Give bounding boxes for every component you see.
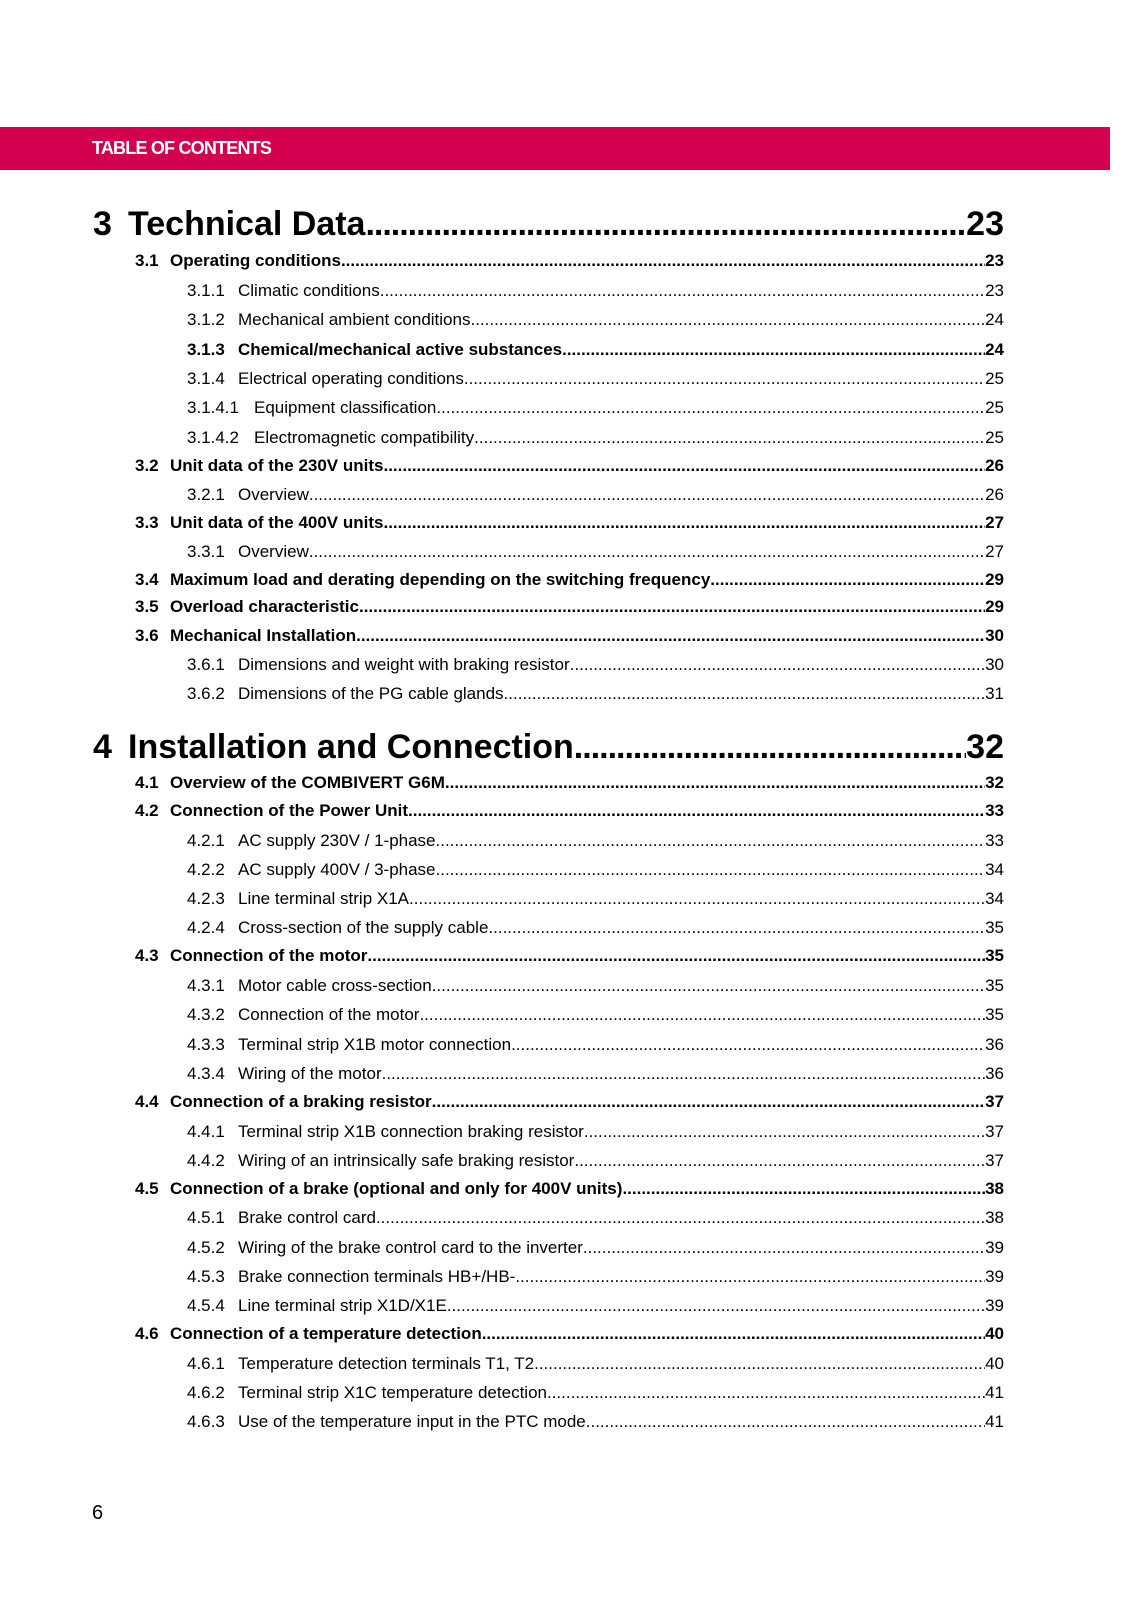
toc-entry-title: Mechanical Installation [170, 626, 357, 645]
toc-leader-dots [341, 251, 985, 271]
toc-entry-title: Dimensions of the PG cable glands [238, 684, 504, 703]
toc-entry-page: 35 [985, 918, 1004, 937]
toc-entry-page: 40 [985, 1324, 1004, 1343]
toc-entry[interactable] [187, 976, 1004, 998]
toc-entry-number: 3.3 [135, 513, 159, 532]
toc-entry[interactable] [187, 831, 1004, 853]
toc-entry-title: Installation and Connection [128, 728, 574, 766]
toc-entry[interactable] [187, 1412, 1004, 1434]
toc-entry-number: 4.6.2 [187, 1383, 225, 1402]
toc-entry-number: 3.1 [135, 251, 159, 270]
toc-entry-title: Use of the temperature input in the PTC mode [238, 1412, 586, 1431]
toc-entry-page: 37 [985, 1151, 1004, 1170]
toc-leader-dots [409, 889, 985, 909]
toc-entry-number: 4.6 [135, 1324, 159, 1343]
toc-entry-number: 4.5.2 [187, 1238, 225, 1257]
toc-leader-dots [474, 428, 985, 448]
page-number: 6 [92, 1502, 104, 1524]
toc-leader-dots [482, 1324, 985, 1344]
toc-entry-title: Mechanical ambient conditions [238, 310, 471, 329]
toc-entry-number: 4.2 [135, 801, 159, 820]
toc-leader-dots [445, 773, 985, 793]
toc-entry-page: 37 [985, 1092, 1004, 1111]
toc-entry[interactable] [187, 1122, 1004, 1144]
toc-entry[interactable] [187, 1064, 1004, 1086]
toc-entry-number: 3.2.1 [187, 485, 225, 504]
toc-entry-number: 3.6 [135, 626, 159, 645]
toc-entry-number: 3.3.1 [187, 542, 225, 561]
toc-entry-number: 3.4 [135, 570, 159, 589]
toc-leader-dots [432, 1092, 985, 1112]
toc-entry-page: 33 [985, 801, 1004, 820]
toc-entry-page: 39 [985, 1238, 1004, 1257]
toc-leader-dots [383, 456, 985, 476]
toc-entry[interactable] [135, 1092, 1004, 1114]
toc-entry-title: Connection of the motor [170, 946, 368, 965]
toc-entry-page: 29 [985, 597, 1004, 616]
toc-entry-page: 23 [966, 205, 1004, 243]
toc-entry[interactable] [93, 205, 1004, 247]
toc-leader-dots [622, 1179, 985, 1199]
toc-leader-dots [436, 860, 986, 880]
toc-entry-number: 3.1.2 [187, 310, 225, 329]
toc-entry[interactable] [187, 542, 1004, 564]
toc-entry-title: Terminal strip X1C temperature detection [238, 1383, 547, 1402]
toc-entry-number: 3.6.1 [187, 655, 225, 674]
toc-entry-number: 3.1.1 [187, 281, 225, 300]
toc-entry-page: 23 [985, 251, 1004, 270]
toc-leader-dots [383, 513, 985, 533]
toc-leader-dots [356, 626, 985, 646]
toc-entry-number: 4.4 [135, 1092, 159, 1111]
toc-entry-number: 4.2.2 [187, 860, 225, 879]
toc-leader-dots [570, 655, 985, 675]
toc-leader-dots [586, 1412, 985, 1432]
toc-entry-number: 4 [93, 728, 112, 766]
toc-entry-number: 4.3.4 [187, 1064, 225, 1083]
toc-entry-title: Cross-section of the supply cable [238, 918, 489, 937]
toc-entry-page: 41 [985, 1383, 1004, 1402]
toc-entry-title: Unit data of the 400V units [170, 513, 384, 532]
toc-leader-dots [574, 1151, 985, 1171]
toc-entry-title: Unit data of the 230V units [170, 456, 384, 475]
toc-entry-page: 36 [985, 1064, 1004, 1083]
toc-entry-page: 33 [985, 831, 1004, 850]
toc-entry-title: Technical Data [128, 205, 366, 243]
toc-entry-title: Connection of a temperature detection [170, 1324, 482, 1343]
toc-leader-dots [504, 684, 986, 704]
toc-entry[interactable] [187, 340, 1004, 362]
toc-leader-dots [562, 340, 985, 360]
toc-entry-number: 3.1.4.2 [187, 428, 239, 447]
toc-entry-number: 4.5 [135, 1179, 159, 1198]
toc-entry-page: 27 [985, 542, 1004, 561]
toc-entry-page: 30 [985, 626, 1004, 645]
toc-entry-page: 34 [985, 889, 1004, 908]
toc-entry-title: Wiring of an intrinsically safe braking resistor [238, 1151, 575, 1170]
toc-entry-page: 23 [985, 281, 1004, 300]
toc-leader-dots [436, 398, 985, 418]
toc-entry-page: 38 [985, 1208, 1004, 1227]
toc-entry-page: 25 [985, 428, 1004, 447]
toc-entry-number: 3.5 [135, 597, 159, 616]
toc-entry[interactable] [135, 456, 1004, 478]
toc-entry-number: 4.5.3 [187, 1267, 225, 1286]
toc-entry[interactable] [135, 773, 1004, 795]
toc-entry-title: Terminal strip X1B connection braking resistor [238, 1122, 584, 1141]
toc-entry[interactable] [135, 597, 1004, 619]
toc-entry[interactable] [187, 1267, 1004, 1289]
toc-leader-dots [309, 542, 985, 562]
toc-entry-title: Connection of a brake (optional and only for 400V units) [170, 1179, 623, 1198]
toc-entry[interactable] [187, 1238, 1004, 1260]
toc-leader-dots [367, 946, 985, 966]
toc-entry-title: Electrical operating conditions [238, 369, 464, 388]
toc-entry[interactable] [187, 485, 1004, 507]
toc-leader-dots [365, 205, 966, 244]
toc-entry[interactable] [135, 570, 1004, 592]
toc-entry[interactable] [187, 918, 1004, 940]
toc-entry-title: Overview [238, 485, 309, 504]
toc-entry[interactable] [187, 1035, 1004, 1057]
toc-entry-title: Line terminal strip X1D/X1E [238, 1296, 447, 1315]
toc-entry[interactable] [135, 513, 1004, 535]
toc-leader-dots [447, 1296, 985, 1316]
toc-entry-page: 30 [985, 655, 1004, 674]
toc-entry[interactable] [187, 1208, 1004, 1230]
toc-entry-title: Connection of a braking resistor [170, 1092, 432, 1111]
toc-entry-title: Overview [238, 542, 309, 561]
toc-entry-number: 3.6.2 [187, 684, 225, 703]
toc-entry-page: 31 [985, 684, 1004, 703]
toc-leader-dots [376, 1208, 985, 1228]
toc-leader-dots [470, 310, 985, 330]
toc-entry[interactable] [135, 1324, 1004, 1346]
toc-entry[interactable] [187, 428, 1004, 450]
toc-entry-page: 34 [985, 860, 1004, 879]
toc-entry-title: AC supply 400V / 3-phase [238, 860, 436, 879]
toc-entry-number: 3.1.4 [187, 369, 225, 388]
toc-leader-dots [464, 369, 985, 389]
toc-entry-number: 4.4.1 [187, 1122, 225, 1141]
toc-leader-dots [380, 281, 985, 301]
toc-entry-number: 4.3.2 [187, 1005, 225, 1024]
toc-entry-page: 41 [985, 1412, 1004, 1431]
toc-entry[interactable] [135, 1179, 1004, 1201]
toc-entry-title: Motor cable cross-section [238, 976, 432, 995]
toc-entry-page: 26 [985, 456, 1004, 475]
toc-entry-title: Line terminal strip X1A [238, 889, 410, 908]
toc-entry-page: 24 [985, 340, 1004, 359]
toc-header-label: TABLE OF CONTENTS [92, 138, 272, 158]
toc-leader-dots [488, 918, 985, 938]
toc-entry[interactable] [187, 860, 1004, 882]
toc-entry[interactable] [135, 946, 1004, 968]
toc-leader-dots [534, 1354, 985, 1374]
toc-entry-page: 26 [985, 485, 1004, 504]
toc-entry-page: 38 [985, 1179, 1004, 1198]
toc-entry-page: 25 [985, 398, 1004, 417]
toc-entry-page: 35 [985, 1005, 1004, 1024]
toc-entry-page: 39 [985, 1296, 1004, 1315]
toc-entry-number: 4.5.1 [187, 1208, 225, 1227]
toc-entry[interactable] [135, 801, 1004, 823]
toc-entry-title: Wiring of the brake control card to the inverter [238, 1238, 583, 1257]
toc-leader-dots [382, 1064, 985, 1084]
toc-entry-number: 4.4.2 [187, 1151, 225, 1170]
toc-entry-number: 3.1.4.1 [187, 398, 239, 417]
toc-entry-title: Electromagnetic compatibility [254, 428, 475, 447]
toc-leader-dots [436, 831, 986, 851]
toc-entry-page: 40 [985, 1354, 1004, 1373]
toc-leader-dots [511, 1035, 985, 1055]
toc-entry-page: 36 [985, 1035, 1004, 1054]
toc-entry-title: Maximum load and derating depending on the switching frequency [170, 570, 711, 589]
toc-leader-dots [359, 597, 985, 617]
toc-entry[interactable] [187, 1354, 1004, 1376]
toc-entry-number: 4.3 [135, 946, 159, 965]
toc-entry-title: Overload characteristic [170, 597, 359, 616]
toc-entry[interactable] [187, 369, 1004, 391]
toc-leader-dots [547, 1383, 985, 1403]
toc-entry-number: 4.2.4 [187, 918, 225, 937]
toc-entry[interactable] [187, 1296, 1004, 1318]
toc-entry-title: Dimensions and weight with braking resistor [238, 655, 570, 674]
toc-entry-page: 32 [985, 773, 1004, 792]
toc-entry-title: Connection of the Power Unit [170, 801, 408, 820]
toc-leader-dots [515, 1267, 985, 1287]
toc-entry-page: 24 [985, 310, 1004, 329]
toc-entry-title: Brake control card [238, 1208, 376, 1227]
toc-entry[interactable] [187, 1005, 1004, 1027]
toc-entry-number: 3.2 [135, 456, 159, 475]
toc-leader-dots [432, 976, 985, 996]
toc-leader-dots [583, 1238, 985, 1258]
toc-entry-number: 4.6.1 [187, 1354, 225, 1373]
toc-leader-dots [584, 1122, 985, 1142]
toc-leader-dots [574, 728, 966, 767]
toc-entry-number: 4.3.1 [187, 976, 225, 995]
toc-entry-title: Brake connection terminals HB+/HB- [238, 1267, 516, 1286]
toc-entry[interactable] [135, 251, 1004, 273]
toc-entry-page: 32 [966, 728, 1004, 766]
toc-entry[interactable] [187, 684, 1004, 706]
toc-entry-page: 39 [985, 1267, 1004, 1286]
toc-entry-title: Operating conditions [170, 251, 341, 270]
toc-entry[interactable] [187, 1151, 1004, 1173]
toc-entry-title: Overview of the COMBIVERT G6M [170, 773, 445, 792]
toc-leader-dots [710, 570, 985, 590]
toc-entry[interactable] [187, 1383, 1004, 1405]
toc-entry-title: Connection of the motor [238, 1005, 420, 1024]
toc-entry-page: 25 [985, 369, 1004, 388]
toc-entry-number: 3 [93, 205, 112, 243]
toc-entry[interactable] [93, 728, 1004, 770]
toc-entry-page: 29 [985, 570, 1004, 589]
toc-entry-title: Equipment classification [254, 398, 437, 417]
toc-leader-dots [419, 1005, 985, 1025]
toc-entry-page: 27 [985, 513, 1004, 532]
toc-entry-title: AC supply 230V / 1-phase [238, 831, 436, 850]
toc-entry[interactable] [187, 398, 1004, 420]
toc-entry[interactable] [135, 626, 1004, 648]
toc-entry-number: 4.5.4 [187, 1296, 225, 1315]
toc-entry[interactable] [187, 655, 1004, 677]
toc-entry-title: Temperature detection terminals T1, T2 [238, 1354, 535, 1373]
toc-entry[interactable] [187, 310, 1004, 332]
toc-entry-number: 4.2.1 [187, 831, 225, 850]
toc-entry-page: 35 [985, 976, 1004, 995]
toc-entry-number: 4.2.3 [187, 889, 225, 908]
toc-leader-dots [408, 801, 985, 821]
toc-entry-title: Chemical/mechanical active substances [238, 340, 563, 359]
toc-entry[interactable] [187, 281, 1004, 303]
toc-entry-page: 35 [985, 946, 1004, 965]
toc-entry-number: 4.3.3 [187, 1035, 225, 1054]
toc-entry[interactable] [187, 889, 1004, 911]
toc-entry-title: Climatic conditions [238, 281, 380, 300]
toc-entry-number: 4.6.3 [187, 1412, 225, 1431]
toc-leader-dots [309, 485, 985, 505]
toc-entry-title: Terminal strip X1B motor connection [238, 1035, 512, 1054]
toc-entry-page: 37 [985, 1122, 1004, 1141]
toc-entry-number: 3.1.3 [187, 340, 225, 359]
toc-entry-number: 4.1 [135, 773, 159, 792]
toc-entry-title: Wiring of the motor [238, 1064, 382, 1083]
